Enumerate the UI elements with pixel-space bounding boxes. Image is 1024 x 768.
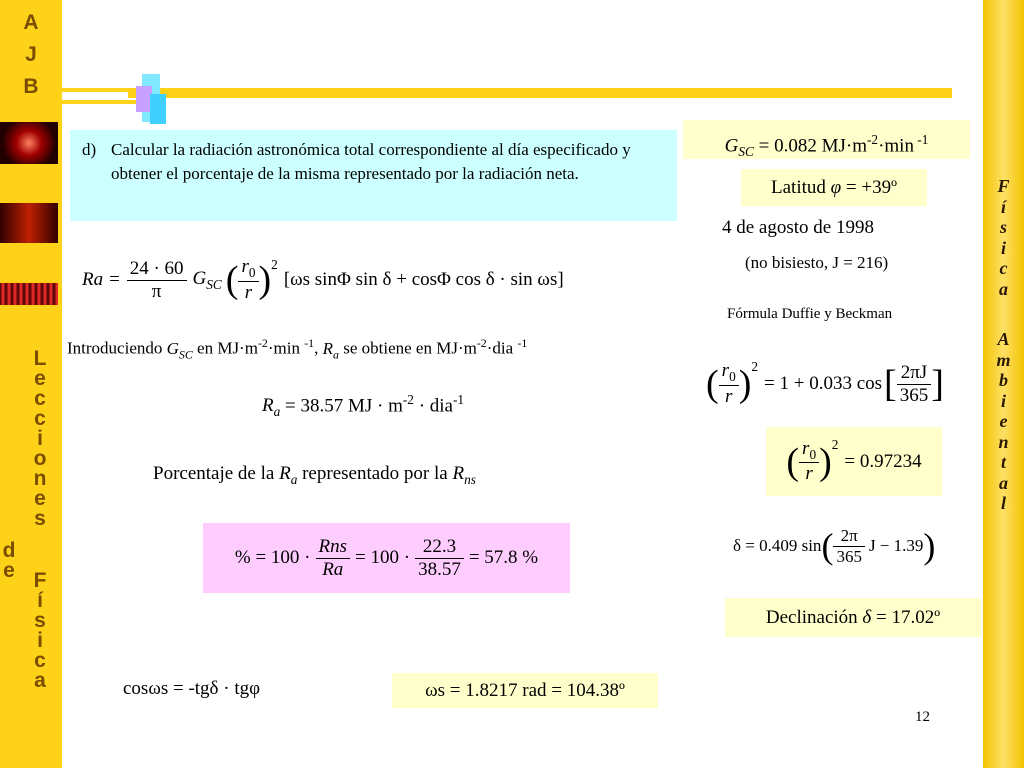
sidebar-letter: B xyxy=(23,75,39,98)
sidebar-letter: i xyxy=(37,629,43,652)
ra-result: $R_a = 38.57$ MJ · $m^{-2} \cdot dia^{-1}$ xyxy=(262,392,465,420)
decor-bar xyxy=(128,88,952,98)
introduciendo-part: en MJ·m xyxy=(197,338,258,358)
right-sidebar-title xyxy=(983,176,1024,514)
percent-den: Ra xyxy=(322,558,344,580)
r-equation: ( $\frac{r_0}{r}$ ) $^2$ = 1 + 0.033 cos [ $\frac{2\pi J}{365}$ ] xyxy=(706,359,944,407)
sidebar-letter: n xyxy=(33,467,47,490)
formula-source: Fórmula Duffie y Beckman xyxy=(727,306,893,322)
sidebar-letter: d xyxy=(2,539,16,562)
sidebar-letter: c xyxy=(999,258,1008,278)
latitud-label: Latitud xyxy=(771,177,826,198)
sidebar-letter: o xyxy=(33,447,47,470)
delta-tail: J − 1.39 xyxy=(868,536,924,555)
sidebar-letter: e xyxy=(3,559,15,582)
sidebar-letter: i xyxy=(1000,390,1006,411)
problem-label: d) xyxy=(82,140,97,159)
gsc-exp: -1 xyxy=(913,132,929,147)
sidebar-letter: c xyxy=(34,649,46,672)
percent-num-value: 22.3 xyxy=(415,536,464,559)
sidebar-letter: l xyxy=(1000,493,1006,513)
r0-r-fraction: $\frac{r_0}{r}$ xyxy=(719,360,739,408)
percent-num: Rns xyxy=(316,536,351,559)
sidebar-letter: n xyxy=(998,431,1009,452)
gsc-min: ·min xyxy=(878,135,914,157)
gsc-symbol: G xyxy=(724,135,739,157)
delta-num: 2π xyxy=(833,526,865,547)
r0-r-fraction: $\frac{r_0}{r}$ xyxy=(799,438,819,486)
percent-fraction xyxy=(316,536,351,581)
sidebar-letter: F xyxy=(33,569,47,592)
r-result-box: ( $\frac{r_0}{r}$ ) $^2$ = 0.97234 xyxy=(766,427,942,496)
sidebar-letter: i xyxy=(37,427,43,450)
r-eq-den: 365 xyxy=(899,384,929,406)
r-eq-rhs: = 1 + 0.033 cos xyxy=(764,373,883,394)
ra-body: [ωs sinΦ sin δ + cosΦ cos δ · sin ωs] xyxy=(283,269,564,290)
percent-mid: = 100 · xyxy=(355,547,411,568)
introduciendo-part: Introduciendo xyxy=(67,338,163,358)
sidebar-letter: m xyxy=(996,349,1011,370)
ra-result-value: = 38.57 MJ · m xyxy=(285,395,403,417)
sidebar-letter: b xyxy=(999,370,1008,390)
gsc-value: = 0.082 MJ·m xyxy=(753,135,867,157)
sidebar-letter: t xyxy=(1000,452,1006,472)
r-eq-fraction xyxy=(897,362,932,407)
gsc-exp: -2 xyxy=(867,132,879,147)
decor-line xyxy=(62,100,142,104)
delta-fraction xyxy=(833,526,865,567)
sidebar-letter: e xyxy=(34,487,46,510)
date-text: 4 de agosto de 1998 xyxy=(722,217,874,238)
sidebar-letter: A xyxy=(23,11,39,34)
cos-formula: cosωs = -tgδ · tgφ xyxy=(123,678,261,699)
ra-result-unit: · dia xyxy=(418,395,453,417)
sidebar-letter: í xyxy=(37,589,43,612)
sidebar-letter: e xyxy=(999,411,1008,431)
problem-text: Calcular la radiación astronómica total correspondiente al día especificado y obtener el porcentaje de la misma representado por la radiación neta. xyxy=(111,140,631,183)
declinacion-label: Declinación xyxy=(765,607,858,628)
percent-formula-box xyxy=(203,523,570,593)
sidebar-letter: c xyxy=(34,407,46,430)
latitud-box: Latitud φ = +39º xyxy=(741,169,927,206)
decor-block xyxy=(150,94,166,124)
sidebar-letter: i xyxy=(1000,237,1006,258)
delta-formula: δ = 0.409 sin ( $\frac{2\pi}{365}$ J − 1.39 ) xyxy=(733,525,936,566)
sidebar-letter: a xyxy=(999,472,1008,493)
problem-box xyxy=(70,130,677,221)
ra-formula: Ra = $\frac{24 \cdot 60}{\pi}$ $G_{SC}$ ( $\frac{r_0}{r}$ ) $^2$ [ωs sinΦ sin δ + cosΦ cos δ · sin ωs] xyxy=(82,256,564,303)
thumbnail-image xyxy=(0,122,58,164)
thumbnail-image xyxy=(0,283,58,305)
thumbnail-image xyxy=(0,203,58,243)
introduciendo-part: se obtiene en MJ·m xyxy=(343,338,477,358)
left-sidebar-subtitle xyxy=(0,349,62,691)
page-number: 12 xyxy=(915,709,930,725)
sidebar-letter: s xyxy=(999,217,1007,237)
ra-denominator: π xyxy=(151,280,162,302)
r-result-value: = 0.97234 xyxy=(844,450,922,472)
r0-r-fraction: $\frac{r_0}{r}$ xyxy=(238,256,258,304)
sidebar-letter: a xyxy=(34,669,46,692)
sidebar-letter: A xyxy=(997,329,1010,349)
no-bisiesto-text: (no bisiesto, J = 216) xyxy=(745,253,889,272)
ra-result-exp: -2 xyxy=(402,392,414,407)
left-sidebar-title xyxy=(0,12,62,98)
sidebar-letter: F xyxy=(997,176,1010,196)
introduciendo-part: ·min xyxy=(267,338,300,358)
porcentaje-part: Porcentaje de la xyxy=(153,463,275,484)
percent-lhs: % = 100 · xyxy=(234,547,311,568)
sidebar-letter: J xyxy=(25,43,37,66)
ra-numerator: 24 · 60 xyxy=(127,258,187,281)
sidebar-letter: a xyxy=(999,278,1008,299)
ra-fraction xyxy=(127,258,187,303)
percent-fraction-values xyxy=(415,536,464,581)
sidebar-letter: s xyxy=(34,507,46,530)
gsc-constant-box xyxy=(683,120,970,159)
sidebar-letter: L xyxy=(33,347,47,370)
percent-den-value: 38.57 xyxy=(418,558,461,580)
ra-lhs: Ra = xyxy=(82,269,121,290)
sidebar-letter: c xyxy=(34,387,46,410)
introduciendo-part: ·dia xyxy=(486,338,514,358)
percent-result: = 57.8 % xyxy=(468,547,539,568)
r-eq-num: 2πJ xyxy=(897,362,932,385)
porcentaje-part: representado por la xyxy=(302,463,448,484)
declinacion-value: = 17.02º xyxy=(876,607,941,628)
declinacion-box: Declinación δ = 17.02º xyxy=(725,598,981,637)
sidebar-letter: e xyxy=(34,367,46,390)
porcentaje-label: Porcentaje de la $R_a$ representado por la $R_{ns}$ xyxy=(153,463,476,487)
delta-den: 365 xyxy=(836,546,862,566)
sidebar-letter: í xyxy=(1000,196,1006,217)
gsc-sub: SC xyxy=(738,144,754,160)
introduciendo-line: Introduciendo $G_{SC}$ en $MJ\cdot m^{-2}\cdot\min$ $^{-1}$, $R_a$ se obtiene en $MJ\cdot m^{-2}\cdot dia$ $^{-1}$ xyxy=(67,336,528,362)
delta-lhs: δ = 0.409 sin xyxy=(733,536,822,555)
ra-result-exp: -1 xyxy=(453,392,465,407)
sidebar-letter: s xyxy=(34,609,46,632)
omega-result-box: ωs = 1.8217 rad = 104.38º xyxy=(392,673,658,708)
latitud-value: +39º xyxy=(861,177,897,198)
